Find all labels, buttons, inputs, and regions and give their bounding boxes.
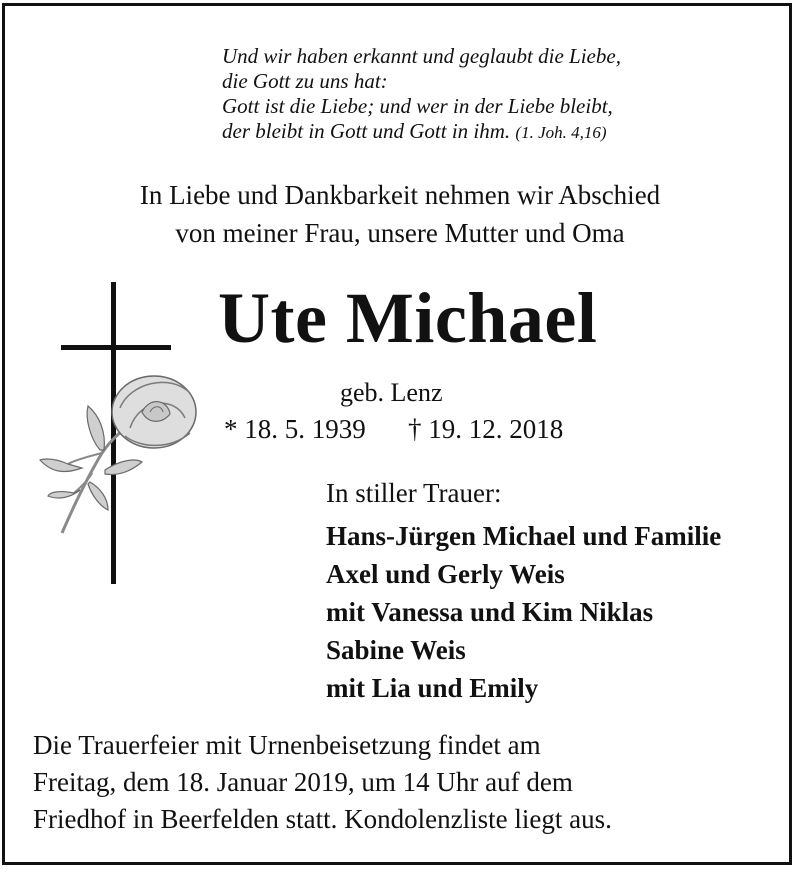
verse-line: die Gott zu uns hat: [222, 69, 388, 93]
bible-verse [222, 44, 692, 145]
verse-line [222, 119, 692, 145]
intro-line: In Liebe und Dankbarkeit nehmen wir Abschied [139, 180, 661, 210]
mourner-name: Axel und Gerly Weis [326, 559, 565, 589]
cross-with-rose-icon [30, 278, 220, 588]
mourner-name: Sabine Weis [326, 635, 466, 665]
funeral-line: Friedhof in Beerfelden statt. Kondolenzliste liegt aus. [33, 804, 612, 834]
funeral-details [33, 727, 612, 838]
deceased-name: Ute Michael [218, 278, 598, 358]
mourner-name: mit Lia und Emily [326, 673, 539, 703]
death-date: † 19. 12. 2018 [408, 414, 564, 444]
verse-line-text: der bleibt in Gott und Gott in ihm. [222, 119, 511, 143]
mourner-name: mit Vanessa und Kim Niklas [326, 597, 654, 627]
verse-line: Gott ist die Liebe; und wer in der Liebe bleibt, [222, 94, 613, 118]
funeral-line: Freitag, dem 18. Januar 2019, um 14 Uhr auf dem [33, 767, 573, 797]
verse-reference: (1. Joh. 4,16) [515, 123, 607, 142]
mourners-list [326, 517, 721, 707]
intro-line: von meiner Frau, unsere Mutter und Oma [175, 218, 625, 248]
mourner-name: Hans-Jürgen Michael und Familie [326, 521, 722, 551]
mourning-label: In stiller Trauer: [326, 478, 502, 508]
birth-date: * 18. 5. 1939 [224, 414, 366, 444]
verse-line: Und wir haben erkannt und geglaubt die Liebe, [222, 44, 621, 68]
funeral-line: Die Trauerfeier mit Urnenbeisetzung findet am [33, 730, 541, 760]
farewell-intro [0, 176, 800, 252]
maiden-name: geb. Lenz [340, 378, 443, 407]
